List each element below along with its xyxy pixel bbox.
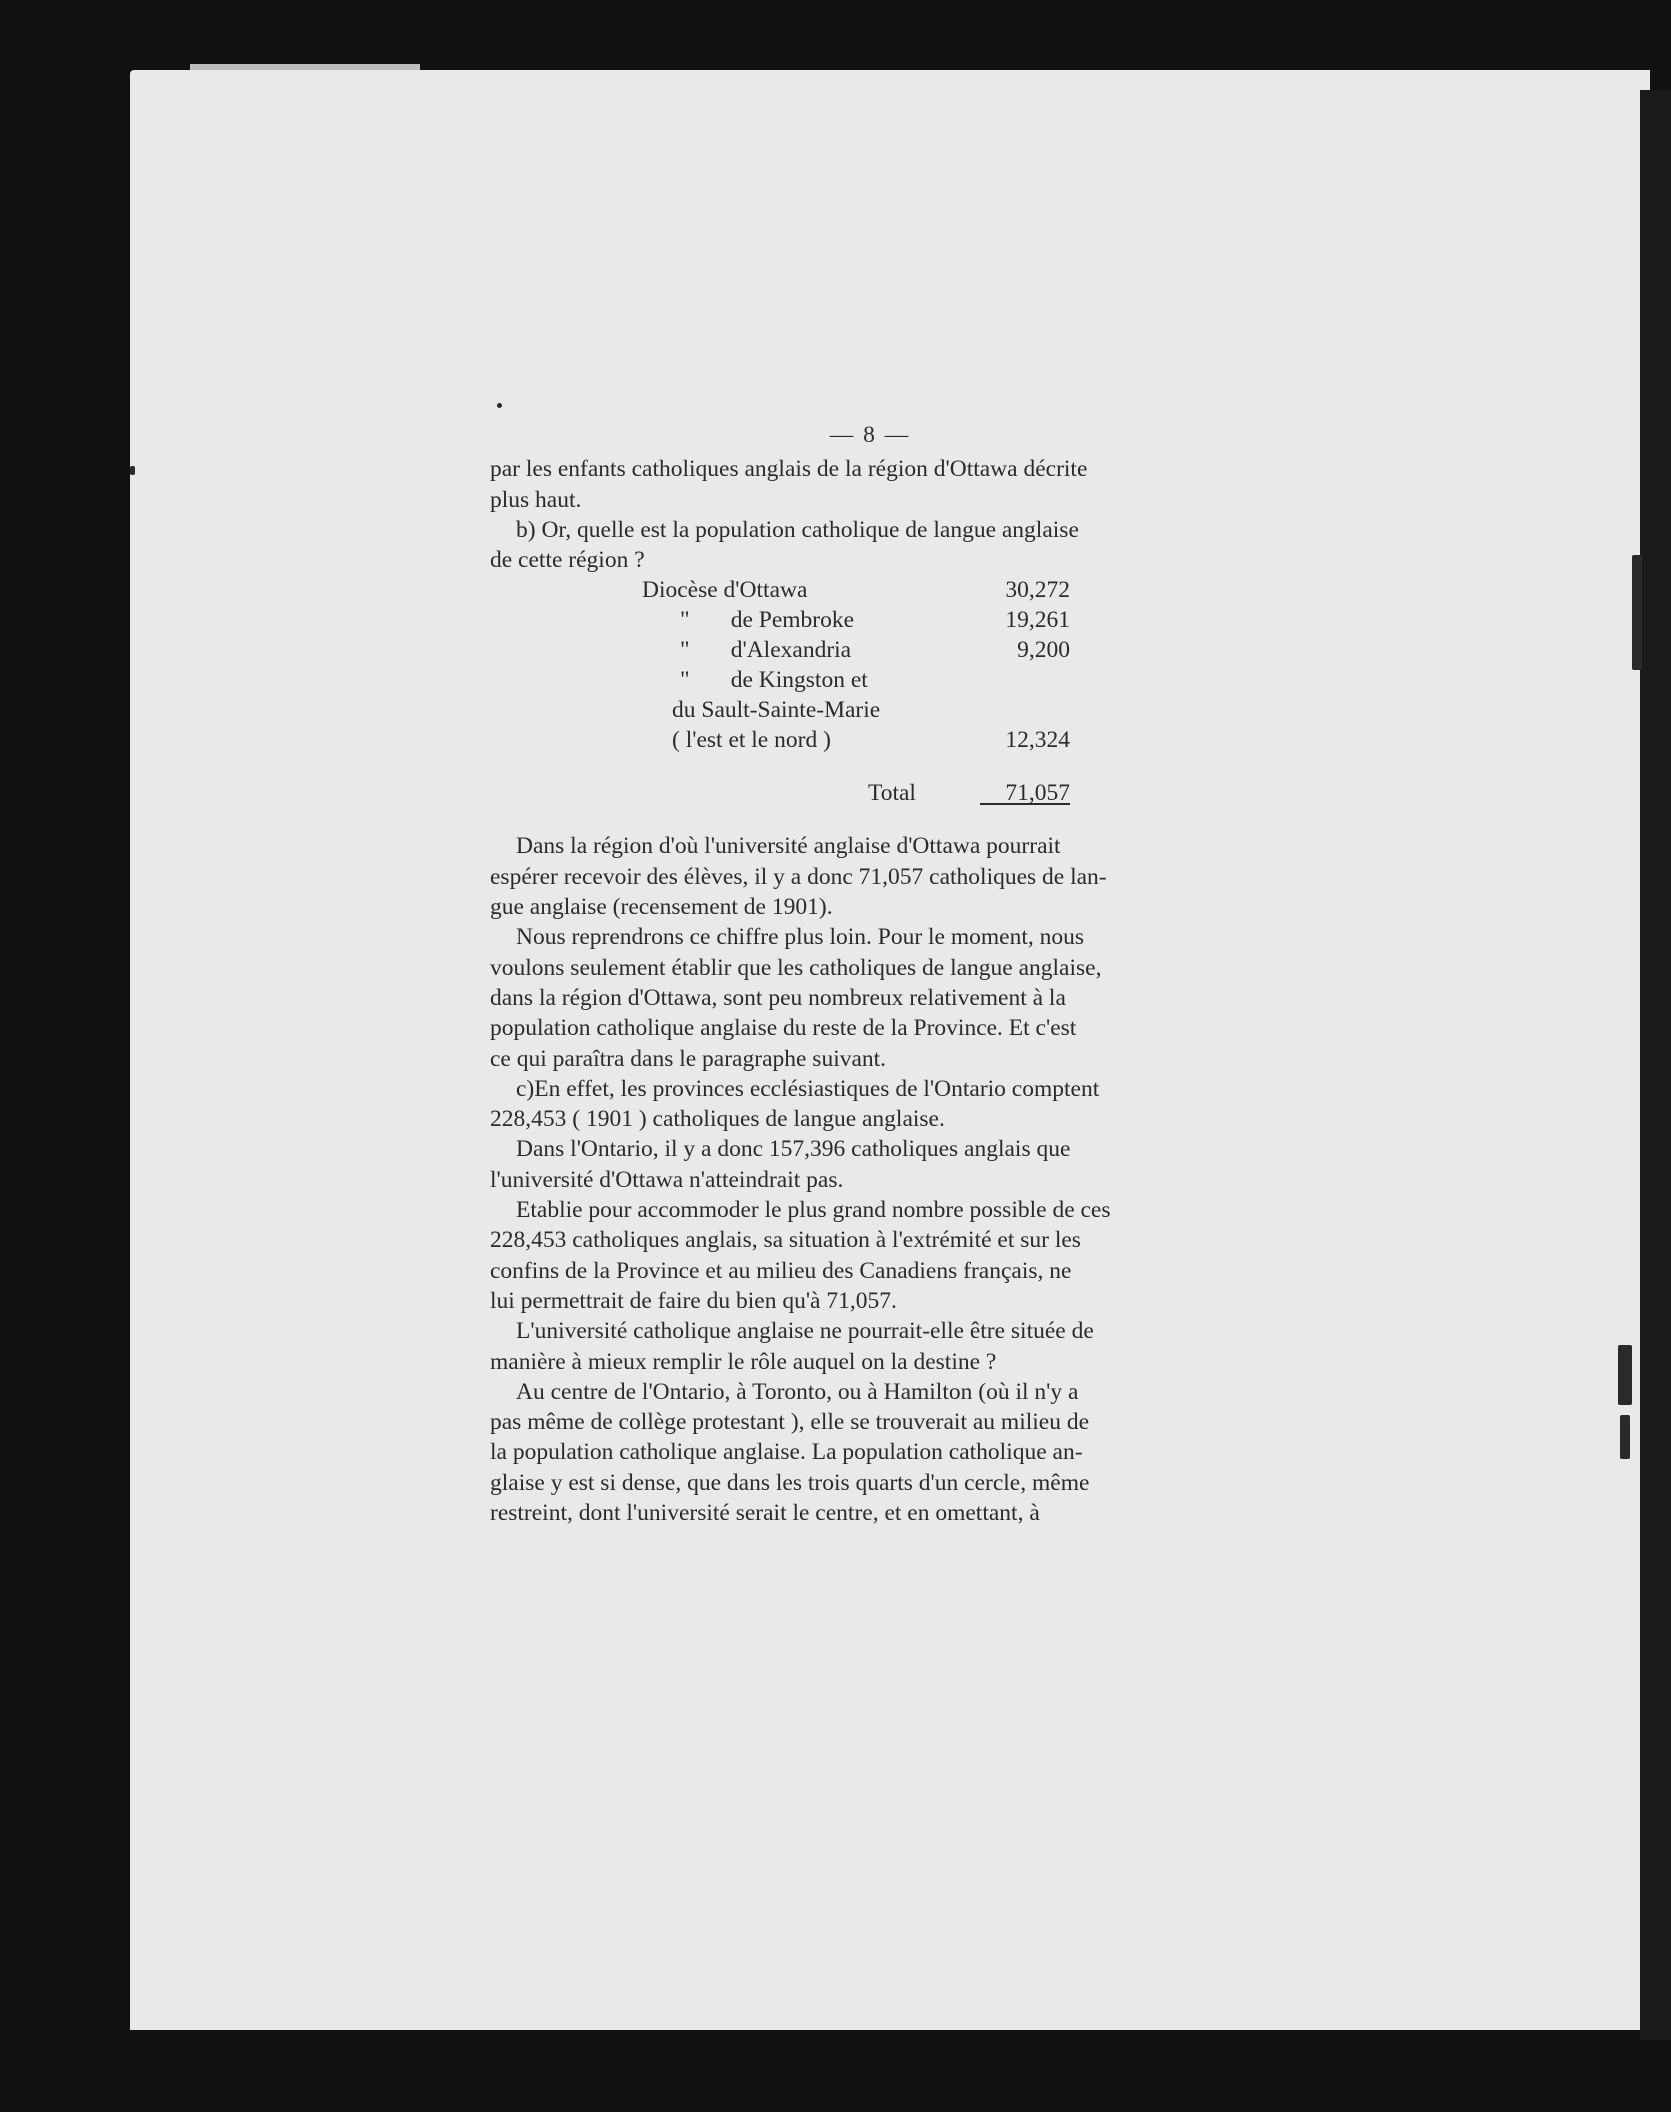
page-number: — 8 — [829, 422, 911, 448]
scan-mark [1620, 1415, 1630, 1459]
text-line: l'université d'Ottawa n'atteindrait pas. [490, 1166, 844, 1193]
text-line: gue anglaise (recensement de 1901). [490, 894, 833, 921]
text-line: lui permettrait de faire du bien qu'à 71,057. [490, 1287, 897, 1314]
text-line: la population catholique anglaise. La population catholique an- [490, 1439, 1083, 1466]
text-line: 228,453 ( 1901 ) catholiques de langue anglaise. [490, 1106, 945, 1133]
text-line: Dans l'Ontario, il y a donc 157,396 catholiques anglais que [516, 1136, 1071, 1163]
row-label: " de Kingston et [680, 667, 868, 694]
text-line: Etablie pour accommoder le plus grand nombre possible de ces [516, 1197, 1111, 1224]
scan-dot [497, 403, 502, 408]
text-line: ce qui paraîtra dans le paragraphe suivant. [490, 1045, 887, 1072]
text-line: L'université catholique anglaise ne pourrait-elle être située de [516, 1318, 1094, 1345]
paragraph-region [490, 831, 1250, 922]
text-line: Au centre de l'Ontario, à Toronto, ou à Hamilton (où il n'y a [516, 1378, 1079, 1405]
row-label: " d'Alexandria [680, 637, 852, 664]
total-row [490, 778, 1250, 808]
text-line: Nous reprendrons ce chiffre plus loin. Pour le moment, nous [516, 924, 1085, 951]
total-label: Total [868, 780, 916, 807]
table-row [490, 725, 1250, 755]
paragraph-provinces [490, 1074, 1250, 1135]
table-row [490, 695, 1250, 725]
paragraph-ontario [490, 1134, 1250, 1195]
text-line: c)En effet, les provinces ecclésiastiques de l'Ontario comptent [516, 1075, 1100, 1102]
row-label: Diocèse d'Ottawa [642, 577, 808, 604]
question-paragraph [490, 515, 1250, 576]
text-line: Dans la région d'où l'université anglaise d'Ottawa pourrait [516, 833, 1061, 860]
text-line: par les enfants catholiques anglais de la région d'Ottawa décrite [490, 456, 1088, 483]
text-line: plus haut. [490, 486, 582, 513]
text-line: voulons seulement établir que les catholiques de langue anglaise, [490, 954, 1102, 981]
row-value: 12,324 [1005, 727, 1070, 754]
table-row [490, 665, 1250, 695]
row-value: 30,272 [1005, 577, 1070, 604]
paragraph-figure [490, 922, 1250, 1073]
scan-mark [1618, 1345, 1632, 1405]
paragraph-centre [490, 1377, 1250, 1528]
row-label: ( l'est et le nord ) [672, 727, 831, 754]
row-value: 19,261 [1005, 607, 1070, 634]
text-line: pas même de collège protestant ), elle se trouverait au milieu de [490, 1409, 1090, 1436]
text-line: 228,453 catholiques anglais, sa situation à l'extrémité et sur les [490, 1227, 1081, 1254]
text-line: glaise y est si dense, que dans les trois quarts d'un cercle, même [490, 1469, 1090, 1496]
text-line: de cette région ? [490, 547, 645, 574]
scan-dot [130, 466, 135, 475]
binding-strip [1640, 90, 1671, 2040]
population-table [490, 575, 1250, 817]
text-line: population catholique anglaise du reste de la Province. Et c'est [490, 1015, 1077, 1042]
page-text [490, 420, 1250, 1528]
total-value: 71,057 [1005, 780, 1070, 807]
text-line: dans la région d'Ottawa, sont peu nombreux relativement à la [490, 984, 1066, 1011]
text-line: manière à mieux remplir le rôle auquel on la destine ? [490, 1348, 997, 1375]
row-label: " de Pembroke [680, 607, 855, 634]
paragraph-question [490, 1316, 1250, 1377]
spacer [490, 817, 1250, 831]
text-line: espérer recevoir des élèves, il y a donc 71,057 catholiques de lan- [490, 863, 1107, 890]
row-label: du Sault-Sainte-Marie [672, 697, 881, 724]
intro-paragraph [490, 454, 1250, 515]
paragraph-etablie [490, 1195, 1250, 1316]
table-row [490, 575, 1250, 605]
table-row [490, 605, 1250, 635]
text-line: confins de la Province et au milieu des Canadiens français, ne [490, 1257, 1072, 1284]
text-line: restreint, dont l'université serait le centre, et en omettant, à [490, 1500, 1040, 1527]
scan-mark [1632, 555, 1642, 670]
table-row [490, 635, 1250, 665]
text-line: b) Or, quelle est la population catholique de langue anglaise [516, 516, 1079, 543]
row-value: 9,200 [1017, 637, 1070, 664]
